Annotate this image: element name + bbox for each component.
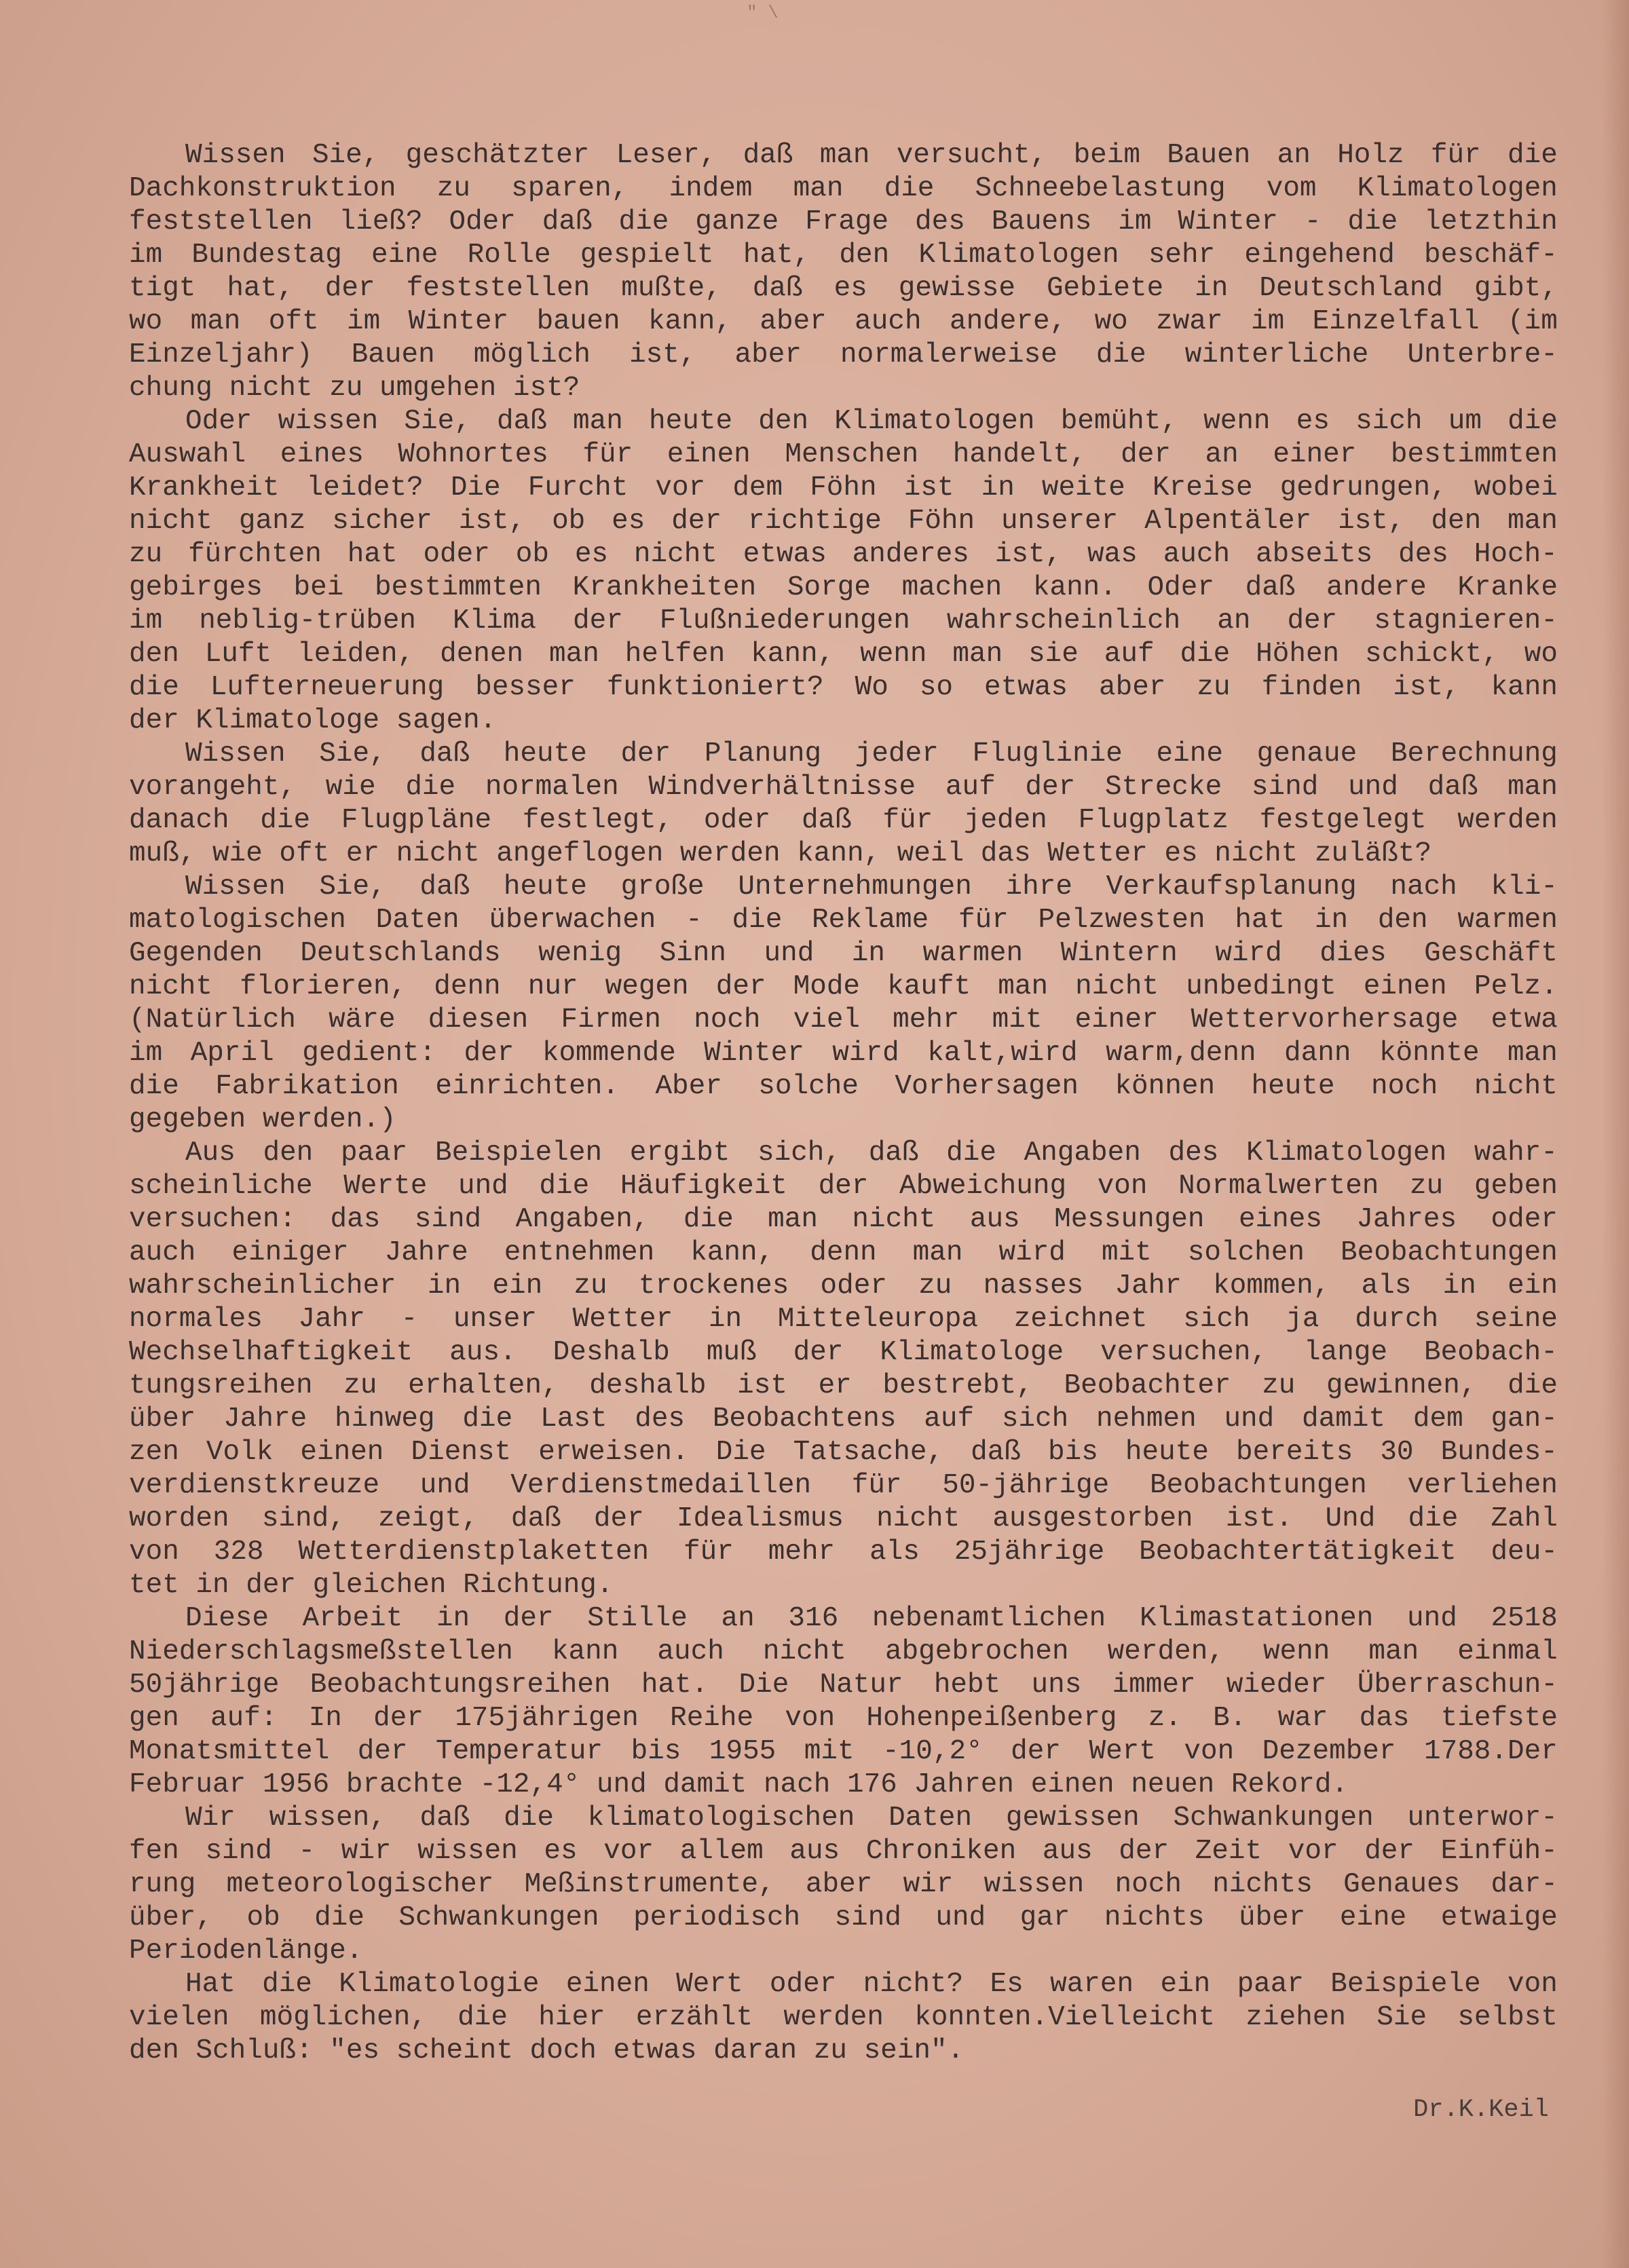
author-signature: Dr.K.Keil [1413, 2096, 1549, 2124]
text-line: Periodenlänge. [129, 1935, 363, 1967]
text-line: zen Volk einen Dienst erweisen. Die Tatsache, daß bis heute bereits 30 Bundes- [129, 1437, 1558, 1468]
text-line: Einzeljahr) Bauen möglich ist, aber normalerweise die winterliche Unterbre- [129, 339, 1558, 371]
top-mark: " \ [747, 3, 779, 23]
text-line: scheinliche Werte und die Häufigkeit der Abweichung von Normalwerten zu geben [129, 1171, 1558, 1202]
text-line: Wissen Sie, geschätzter Leser, daß man versucht, beim Bauen an Holz für die [185, 140, 1558, 171]
text-line: feststellen ließ? Oder daß die ganze Frage des Bauens im Winter - die letzthin [129, 206, 1558, 238]
text-line: tet in der gleichen Richtung. [129, 1570, 614, 1601]
text-line: im April gedient: der kommende Winter wird kalt,wird warm,denn dann könnte man [129, 1038, 1558, 1069]
text-line: fen sind - wir wissen es vor allem aus Chroniken aus der Zeit vor der Einfüh- [129, 1836, 1558, 1867]
text-line: Hat die Klimatologie einen Wert oder nicht? Es waren ein paar Beispiele von [185, 1969, 1558, 2000]
text-line: worden sind, zeigt, daß der Idealismus nicht ausgestorben ist. Und die Zahl [129, 1503, 1558, 1534]
text-line: den Schluß: "es scheint doch etwas daran zu sein". [129, 2035, 965, 2066]
text-line: die Fabrikation einrichten. Aber solche Vorhersagen können heute noch nicht [129, 1071, 1558, 1102]
text-line: über Jahre hinweg die Last des Beobachtens auf sich nehmen und damit dem gan- [129, 1403, 1558, 1435]
text-line: matologischen Daten überwachen - die Reklame für Pelzwesten hat in den warmen [129, 905, 1558, 936]
text-line: von 328 Wetterdienstplaketten für mehr als 25jährige Beobachtertätigkeit deu- [129, 1536, 1558, 1568]
text-line: nicht florieren, denn nur wegen der Mode kauft man nicht unbedingt einen Pelz. [129, 971, 1558, 1002]
text-line: vielen möglichen, die hier erzählt werden konnten.Vielleicht ziehen Sie selbst [129, 2002, 1558, 2033]
text-line: chung nicht zu umgehen ist? [129, 373, 580, 404]
text-line: Diese Arbeit in der Stille an 316 nebenamtlichen Klimastationen und 2518 [185, 1603, 1558, 1634]
text-line: gebirges bei bestimmten Krankheiten Sorge machen kann. Oder daß andere Kranke [129, 572, 1558, 603]
text-line: normales Jahr - unser Wetter in Mitteleuropa zeichnet sich ja durch seine [129, 1304, 1558, 1335]
text-line: zu fürchten hat oder ob es nicht etwas anderes ist, was auch abseits des Hoch- [129, 539, 1558, 570]
text-line: Februar 1956 brachte -12,4° und damit nach 176 Jahren einen neuen Rekord. [129, 1769, 1349, 1800]
article-body [129, 139, 1558, 2068]
page-edge-shadow [1602, 0, 1629, 2268]
text-line: den Luft leiden, denen man helfen kann, wenn man sie auf die Höhen schickt, wo [129, 639, 1558, 670]
text-line: Aus den paar Beispielen ergibt sich, daß die Angaben des Klimatologen wahr- [185, 1137, 1558, 1169]
text-line: tungsreihen zu erhalten, deshalb ist er bestrebt, Beobachter zu gewinnen, die [129, 1370, 1558, 1401]
text-line: der Klimatologe sagen. [129, 705, 497, 736]
text-line: die Lufterneuerung besser funktioniert? Wo so etwas aber zu finden ist, kann [129, 672, 1558, 703]
text-line: 50jährige Beobachtungsreihen hat. Die Natur hebt uns immer wieder Überraschun- [129, 1669, 1558, 1701]
text-line: nicht ganz sicher ist, ob es der richtige Föhn unserer Alpentäler ist, den man [129, 506, 1558, 537]
text-line: Niederschlagsmeßstellen kann auch nicht abgebrochen werden, wenn man einmal [129, 1636, 1558, 1667]
text-line: danach die Flugpläne festlegt, oder daß für jeden Flugplatz festgelegt werden [129, 805, 1558, 836]
text-line: versuchen: das sind Angaben, die man nicht aus Messungen eines Jahres oder [129, 1204, 1558, 1235]
text-line: Wissen Sie, daß heute große Unternehmungen ihre Verkaufsplanung nach kli- [185, 871, 1558, 903]
text-line: Krankheit leidet? Die Furcht vor dem Föhn ist in weite Kreise gedrungen, wobei [129, 472, 1558, 504]
text-line: Dachkonstruktion zu sparen, indem man die Schneebelastung vom Klimatologen [129, 173, 1558, 204]
text-line: wo man oft im Winter bauen kann, aber auch andere, wo zwar im Einzelfall (im [129, 306, 1558, 337]
text-line: gegeben werden.) [129, 1104, 396, 1135]
text-line: rung meteorologischer Meßinstrumente, aber wir wissen noch nichts Genaues dar- [129, 1869, 1558, 1900]
text-line: im neblig-trüben Klima der Flußniederungen wahrscheinlich an der stagnieren- [129, 605, 1558, 637]
text-line: Oder wissen Sie, daß man heute den Klimatologen bemüht, wenn es sich um die [185, 406, 1558, 437]
text-line: verdienstkreuze und Verdienstmedaillen für 50-jährige Beobachtungen verliehen [129, 1470, 1558, 1501]
text-line: tigt hat, der feststellen mußte, daß es gewisse Gebiete in Deutschland gibt, [129, 273, 1558, 304]
text-line: Auswahl eines Wohnortes für einen Menschen handelt, der an einer bestimmten [129, 439, 1558, 470]
text-line: auch einiger Jahre entnehmen kann, denn man wird mit solchen Beobachtungen [129, 1237, 1558, 1268]
text-line: wahrscheinlicher in ein zu trockenes oder zu nasses Jahr kommen, als in ein [129, 1270, 1558, 1302]
text-line: Monatsmittel der Temperatur bis 1955 mit -10,2° der Wert von Dezember 1788.Der [129, 1736, 1558, 1767]
text-line: gen auf: In der 175jährigen Reihe von Hohenpeißenberg z. B. war das tiefste [129, 1703, 1558, 1734]
text-line: (Natürlich wäre diesen Firmen noch viel mehr mit einer Wettervorhersage etwa [129, 1004, 1558, 1036]
text-line: muß, wie oft er nicht angeflogen werden kann, weil das Wetter es nicht zuläßt? [129, 838, 1432, 869]
text-line: Wechselhaftigkeit aus. Deshalb muß der Klimatologe versuchen, lange Beobach- [129, 1337, 1558, 1368]
text-line: Gegenden Deutschlands wenig Sinn und in warmen Wintern wird dies Geschäft [129, 938, 1558, 969]
text-line: Wir wissen, daß die klimatologischen Daten gewissen Schwankungen unterwor- [185, 1802, 1558, 1834]
text-line: im Bundestag eine Rolle gespielt hat, den Klimatologen sehr eingehend beschäf- [129, 240, 1558, 271]
text-line: vorangeht, wie die normalen Windverhältnisse auf der Strecke sind und daß man [129, 772, 1558, 803]
text-line: Wissen Sie, daß heute der Planung jeder Fluglinie eine genaue Berechnung [185, 738, 1558, 770]
text-line: über, ob die Schwankungen periodisch sind und gar nichts über eine etwaige [129, 1902, 1558, 1933]
